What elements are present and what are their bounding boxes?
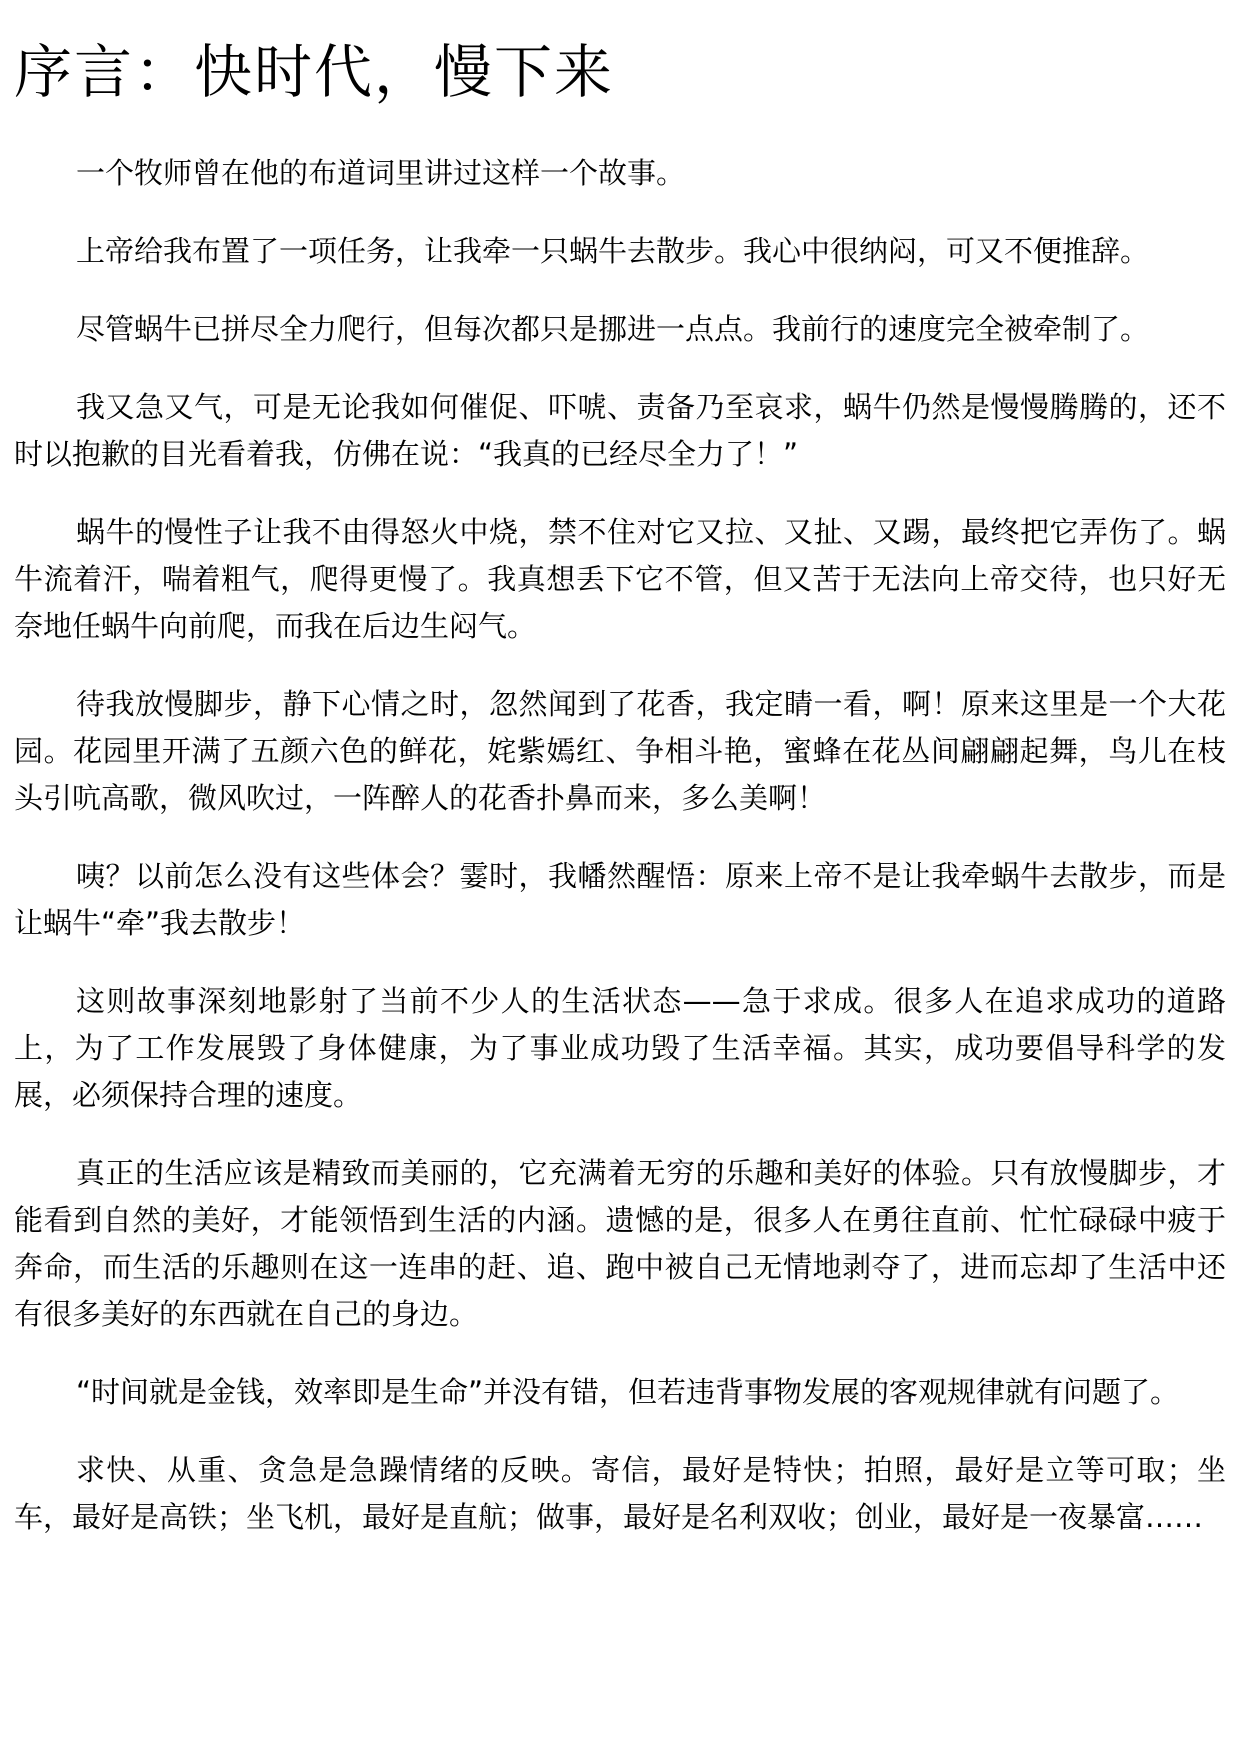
page-title: 序言：快时代，慢下来 xyxy=(14,38,615,106)
paragraph-1: 一个牧师曾在他的布道词里讲过这样一个故事。 xyxy=(76,156,686,190)
paragraph-8: 这则故事深刻地影射了当前不少人的生活状态——急于求成。很多人在追求成功的道路上，为了工作发展毁了身体健康，为了事业成功毁了生活幸福。其实，成功要倡导科学的发展，必须保持合理的速度。 xyxy=(14,984,1226,1112)
paragraph-6: 待我放慢脚步，静下心情之时，忽然闻到了花香，我定睛一看，啊！原来这里是一个大花园。花园里开满了五颜六色的鲜花，姹紫嫣红、争相斗艳，蜜蜂在花丛间翩翩起舞，鸟儿在枝头引吭高歌，微风吹过，一阵醉人的花香扑鼻而来，多么美啊！ xyxy=(14,687,1226,815)
paragraph-10: “时间就是金钱，效率即是生命”并没有错，但若违背事物发展的客观规律就有问题了。 xyxy=(76,1375,1180,1409)
document-page xyxy=(14,34,1226,1572)
paragraph-7: 咦？以前怎么没有这些体会？霎时，我幡然醒悟：原来上帝不是让我牵蜗牛去散步，而是让蜗牛“牵”我去散步！ xyxy=(14,859,1226,940)
paragraph-3: 尽管蜗牛已拼尽全力爬行，但每次都只是挪进一点点。我前行的速度完全被牵制了。 xyxy=(76,312,1150,346)
paragraph-9: 真正的生活应该是精致而美丽的，它充满着无穷的乐趣和美好的体验。只有放慢脚步，才能看到自然的美好，才能领悟到生活的内涵。遗憾的是，很多人在勇往直前、忙忙碌碌中疲于奔命，而生活的乐趣则在这一连串的赶、追、跑中被自己无情地剥夺了，进而忘却了生活中还有很多美好的东西就在自己的身边。 xyxy=(14,1156,1226,1331)
paragraph-5: 蜗牛的慢性子让我不由得怒火中烧，禁不住对它又拉、又扯、又踢，最终把它弄伤了。蜗牛流着汗，喘着粗气，爬得更慢了。我真想丢下它不管，但又苦于无法向上帝交待，也只好无奈地任蜗牛向前爬，而我在后边生闷气。 xyxy=(14,515,1226,643)
paragraph-2: 上帝给我布置了一项任务，让我牵一只蜗牛去散步。我心中很纳闷，可又不便推辞。 xyxy=(76,234,1150,268)
paragraph-11: 求快、从重、贪急是急躁情绪的反映。寄信，最好是特快；拍照，最好是立等可取；坐车，最好是高铁；坐飞机，最好是直航；做事，最好是名利双收；创业，最好是一夜暴富…… xyxy=(14,1453,1226,1534)
paragraph-4: 我又急又气，可是无论我如何催促、吓唬、责备乃至哀求，蜗牛仍然是慢慢腾腾的，还不时以抱歉的目光看着我，仿佛在说：“我真的已经尽全力了！” xyxy=(14,390,1226,471)
